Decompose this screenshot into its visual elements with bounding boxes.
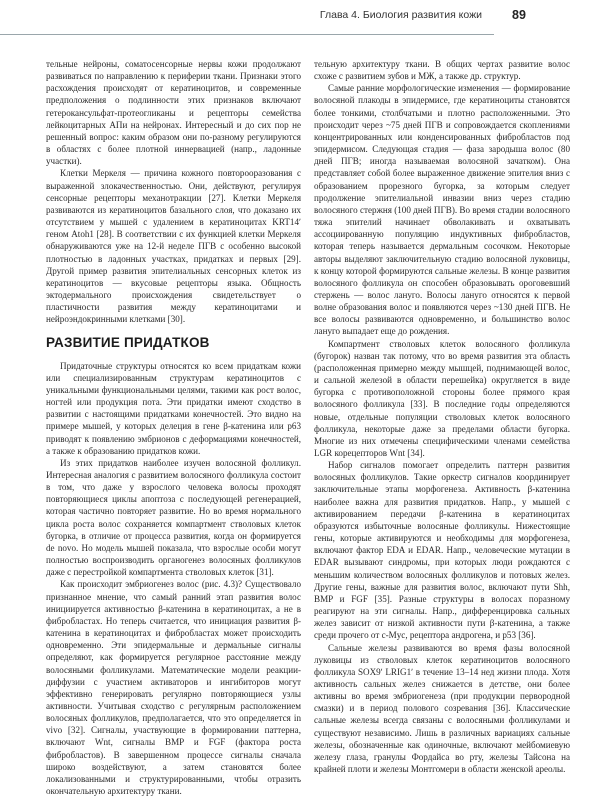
running-header <box>0 0 600 36</box>
right-column <box>314 58 570 775</box>
page-number: 89 <box>512 8 526 22</box>
paragraph: Набор сигналов помогает определить паттерн развития волосяных фолликулов. Такие оркестр сигналов координирует заключительные этапы морфогенеза. Активность β-катенина наиболее важна для развития придатков. Напр., у мышей с активированием передачи β-катенина в кератиноцитах образуются избыточные волосяные фолликулы. Нижестоящие гены, которые активируются и необходимы для морфогенеза, включают фактор EDA и EDAR. Напр., человеческие мутации в EDAR вызывают синдромы, при которых люди рождаются с меньшим количеством волосяных фолликулов и потовых желез. Другие гены, важные для развития волос, включают пути Shh, BMP и FGF [35]. Разные структуры в волосах поразному реагируют на эти сигналы. Напр., дифференцировка сальных желез зависит от низкой активности пути β-катенина, а также среди прочего от c-Myc, рецептора андрогена, и p53 [36]. <box>314 460 570 641</box>
paragraph: Из этих придатков наиболее изучен волосяной фолликул. Интересная аналогия с развитием волосяного фолликула состоит в том, что даже у взрослого человека волосы проходят повторяющиеся циклы апоптоза с последующей регенерацией, которая частично повторяет развитие. Но во время нормального цикла роста волос сохраняется компартмент стволовых клеток бугорка, в отличие от процесса развития, когда он формируется de novo. Но модель мышей показала, что взрослые особи могут полностью воспроизводить органогенез волосяных фолликулов даже с перестройкой компартмента стволовых клеток [31]. <box>46 457 301 578</box>
paragraph: тельные нейроны, соматосенсорные нервы кожи продолжают развиваться по направлению к периферии ткани. Признаки этого расхождения происходят от кератиноцитов, и современные предположения о подлинности этих признаков включают гетерокансульфат-протеогликаны и рецепторы семейства лейкоцитарных АПи на нейронах. Интересный и до сих пор не решенный вопрос: каким образом они по-разному регулируются в областях с более плотной иннервацией (напр., ладонные участки). <box>46 59 301 167</box>
left-column <box>46 58 301 797</box>
paragraph: Компартмент стволовых клеток волосяного фолликула (бугорок) назван так потому, что во время развития эта область (расположенная примерно между мышцей, поднимающей волос, и сальной железой в области перешейка) округляется в виде бугорка с противоположной стороны более прямого края волосяного фолликула [33]. В последние годы определяются новые, отдельные популяции стволовых клеток волосяного фолликула, некоторые даже за пределами области бугорка. Многие из них отмечены специфическими членами семейства LGR корецепторов Wnt [34]. <box>314 338 570 458</box>
paragraph: тельную архитектуру ткани. В общих чертах развитие волос схоже с развитием зубов и МЖ, а также др. структур. <box>314 59 570 82</box>
paragraph: Самые ранние морфологические изменения — формирование волосяной плакоды в эпидермисе, где кератиноциты становятся более тонкими, столбчатыми и плотно расположенными. Это происходит через ~75 дней ПГВ и сопровождается скоплениями концентрированных или конденсированных фибробластов под эпидермисом. Следующая стадия — фаза зародыша волос (80 дней ПГВ; иногда называемая волосяной зачатком). Она представляет собой более выраженное движение эпителия вниз с образованием прорезного бугорка, за которым следует продолжение эпителиальной инвазии вниз через стадию волосяного стержня (100 дней ПГВ). Во время стадии волосяного тяжа эпителий начинает обволакивать и охватывать ассоциированную популяцию индуктивных фибробластов, которая теперь называется дермальным сосочком. Некоторые авторы выделяют заключительную стадию волосяной луковицы, к концу которой формируются сальные железы. В конце развития волосяного фолликула он способен образовывать ороговевший стержень — волос лануго. Волосы лануго относятся к первой волне образования волос и появляются через ~130 дней ПГВ. Не все волосы развиваются одновременно, и большинство волос лануго выпадает еще до рождения. <box>314 83 570 337</box>
paragraph: Придаточные структуры относятся ко всем придаткам кожи или специализированным структурам кератиноцитов с уникальными функциональными целями, такими как рост волос, ногтей или продукция пота. Эти придатки имеют сходство в развитии с настоящими придатками конечностей. Это видно на примере мышей, у которых делеция в гене β-катенина или p63 приводят к появлению эмбрионов с деформациями конечностей, а также к образованию придатков кожи. <box>46 360 301 456</box>
page-number-box <box>494 0 600 36</box>
paragraph: Клетки Меркеля — причина кожного повторооразования с выраженной злокачественностью. Они, действуют, регулируя сенсорные рецепторы механотракции [27]. Клетки Меркеля развиваются из кератиноцитов базального слоя, что доказано их отсутствием у мышей с удалением в кератиноцитах KRT14ʹ геном Atoh1 [28]. В соответствии с их функцией клетки Меркеля обнаруживаются уже на 12-й неделе ПГВ с особенно высокой плотностью в ладонных участках, придатках и первых [29]. Другой пример развития эпителиальных сенсорных клеток из кератиноцитов — вкусовые рецепторы языка. Общность эктодермального происхождения свидетельствует о пластичности развития между кератиноцитами и нейроэндокринными клетками [30]. <box>46 168 301 325</box>
paragraph: Как происходит эмбриогенез волос (рис. 4.3)? Существовало признанное мнение, что самый ранний этап развития волос инициируется активностью β-катенина в кератиноцитах, а не в фибробластах. Но теперь считается, что инициация развития β-катенина в кератиноцитах и фибробластах может происходить одновременно. Эти эпидермальные и дермальные сигналы определяют, как формируется регулярное расстояние между волосяными фолликулами. Математические модели реакции-диффузии с участием активаторов и ингибиторов могут эффективно генерировать регулярно повторяющиеся узлы активности. Учитывая сходство с регулярным расположением волосяных фолликулов, предполагается, что это определяется in vivo [32]. Сигналы, участвующие в формировании паттерна, включают Wnt, сигналы BMP и FGF (фактора роста фибробластов). В завершенном процессе сигналы сначала широко воздействуют, а затем становятся более локализованными и структурированными, чтобы отразить окончательную архитектуру ткани. <box>46 579 301 797</box>
section-heading: РАЗВИТИЕ ПРИДАТКОВ <box>46 335 210 351</box>
paragraph: Сальные железы развиваются во время фазы волосяной луковицы из стволовых клеток кератиноцитов волосяного фолликула SOX9ʹ LRIG1ʹ в течение 13–14 нед жизни плода. Хотя активность сальных желез снижается в детстве, они более активны во время эмбриогенеза (при продукции первородной смазки) и в период полового созревания [36]. Классические сальные железы всегда связаны с волосяными фолликулами и существуют независимо. Лишь в различных вариациях сальные железы, обозначенные как одиночные, включают мейбомиевую железу глаза, гранулы Фордайса во рту, железы Тайсона на крайней плоти и железы Монтгомери в области женской ареолы. <box>314 642 570 775</box>
chapter-title: Глава 4. Биология развития кожи <box>319 9 482 21</box>
